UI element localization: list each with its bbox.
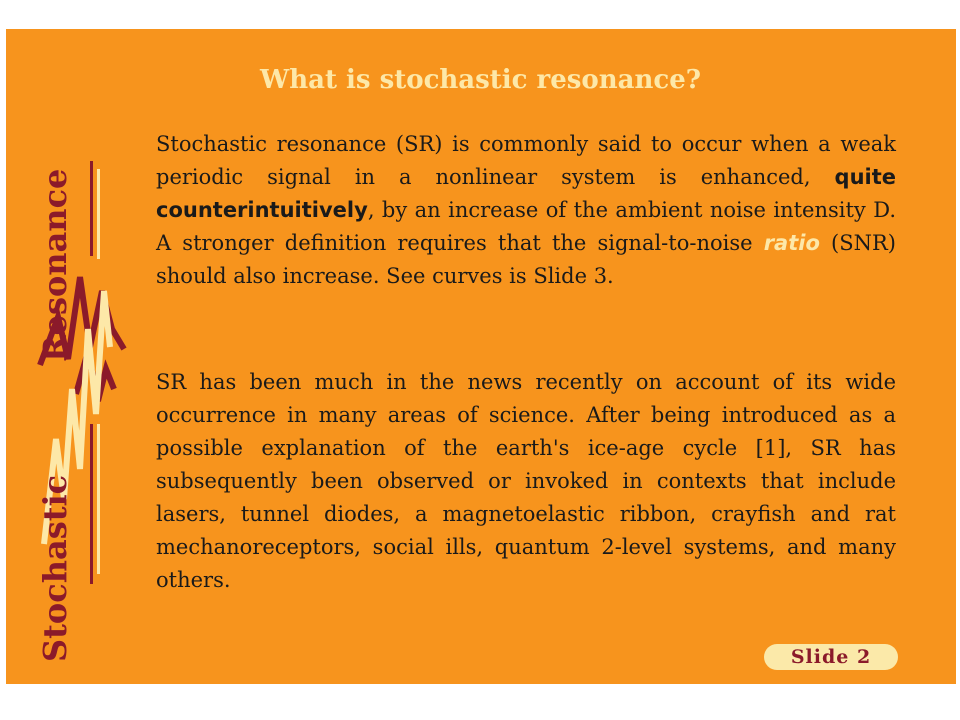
paragraph-definition-pre: Stochastic resonance (SR) is commonly said to occur when a weak periodic signal in a nonlinear system is enhanced,	[156, 132, 896, 189]
sidebar-word-bottom: Stochastic	[36, 474, 74, 662]
paragraph-definition	[156, 128, 896, 293]
sidebar-word-top: Resonance	[36, 168, 74, 362]
emphasis-counterintuitive: quite counterintuitively	[156, 165, 896, 222]
sidebar-logo	[6, 29, 146, 684]
slide	[6, 29, 956, 684]
emphasis-ratio: ratio	[763, 231, 820, 255]
slide-number-badge: Slide 2	[764, 644, 898, 670]
stochastic-wave-icon	[6, 29, 146, 684]
page-title: What is stochastic resonance?	[260, 65, 702, 95]
paragraph-definition-post: (SNR) should also increase. See curves is Slide 3.	[156, 231, 896, 288]
paragraph-occurrence: SR has been much in the news recently on account of its wide occurrence in many areas of science. After being introduced as a possible explanation of the earth's ice-age cycle [1], SR has subsequently been observed or invoked in contexts that include lasers, tunnel diodes, a magnetoelastic ribbon, crayfish and rat mechanoreceptors, social ills, quantum 2-level systems, and many others.	[156, 370, 896, 592]
paragraph-definition-mid: , by an increase of the ambient noise intensity D. A stronger definition requires that the signal-to-noise	[156, 198, 896, 255]
